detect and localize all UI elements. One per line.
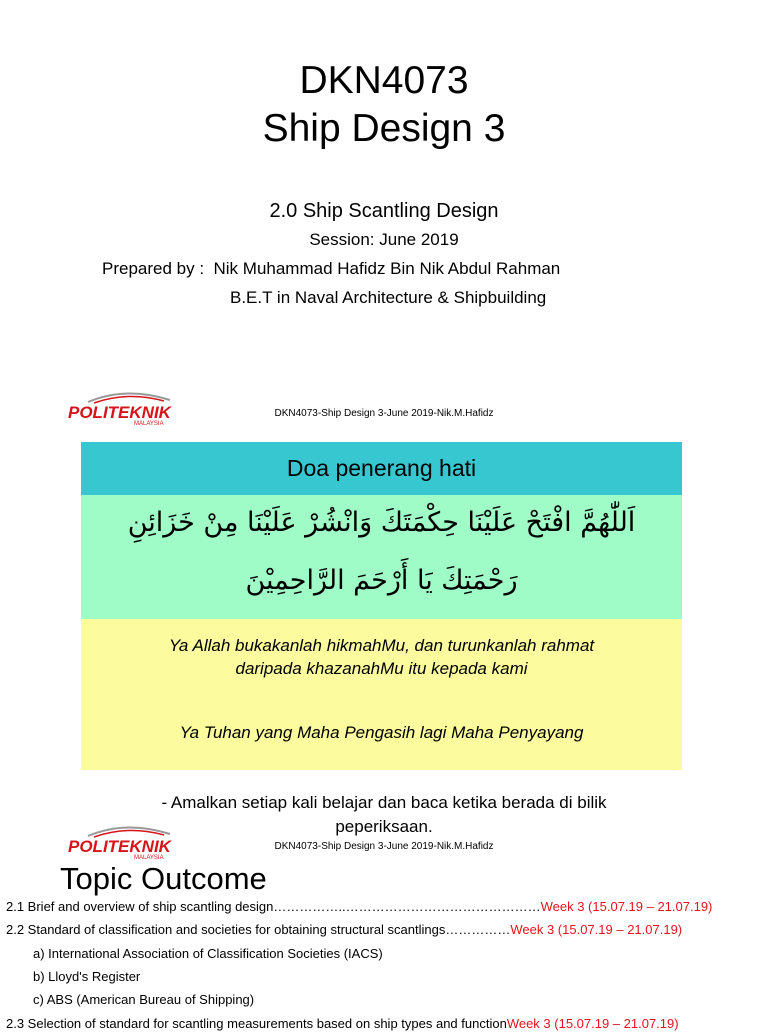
practice-note-continued: peperiksaan. xyxy=(335,817,433,836)
prayer-title: Doa penerang hati xyxy=(286,455,477,481)
practice-note: - Amalkan setiap kali belajar dan baca ketika berada di bilik xyxy=(161,793,607,812)
outcome-week: Week 3 (15.07.19 – 21.07.19) xyxy=(540,899,713,914)
outcome-row xyxy=(6,899,712,915)
prayer-arabic-panel xyxy=(81,495,682,619)
slide-footer: DKN4073-Ship Design 3-June 2019-Nik.M.Hafidz xyxy=(274,408,494,419)
svg-text:POLITEKNIK: POLITEKNIK xyxy=(68,837,171,856)
chapter-title: 2.0 Ship Scantling Design xyxy=(269,200,499,222)
meaning-line-3: Ya Tuhan yang Maha Pengasih lagi Maha Penyayang xyxy=(179,723,584,742)
outcome-text: 2.1 Brief and overview of ship scantling design……………..……………………………………… xyxy=(6,899,541,914)
arabic-line-2: رَحْمَتِكَ يَا أَرْحَمَ الرَّاحِمِيْنَ xyxy=(245,565,518,596)
svg-text:MALAYSIA: MALAYSIA xyxy=(134,855,164,861)
outcome-row xyxy=(6,922,682,938)
outcome-week: Week 3 (15.07.19 – 21.07.19) xyxy=(506,1016,679,1031)
outcome-text: 2.3 Selection of standard for scantling measurements based on ship types and function xyxy=(6,1016,507,1031)
course-code: DKN4073 xyxy=(299,59,469,102)
svg-text:POLITEKNIK: POLITEKNIK xyxy=(68,403,171,422)
prayer-header xyxy=(81,442,682,495)
course-title: Ship Design 3 xyxy=(262,107,506,150)
svg-text:MALAYSIA: MALAYSIA xyxy=(134,421,164,427)
outcome-row xyxy=(6,1016,679,1032)
meaning-line-1: Ya Allah bukakanlah hikmahMu, dan turunkanlah rahmat xyxy=(168,636,595,655)
outcome-subitem: c) ABS (American Bureau of Shipping) xyxy=(33,992,255,1007)
outcome-subitem: b) Lloyd's Register xyxy=(33,969,141,984)
outcome-subitem: a) International Association of Classification Societies (IACS) xyxy=(33,946,383,961)
topic-outcome-title: Topic Outcome xyxy=(60,861,267,896)
slide-footer: DKN4073-Ship Design 3-June 2019-Nik.M.Hafidz xyxy=(274,841,494,852)
prayer-box xyxy=(81,442,682,770)
meaning-line-2: daripada khazanahMu itu kepada kami xyxy=(235,659,528,678)
outcome-text: 2.2 Standard of classification and societies for obtaining structural scantlings…………… xyxy=(6,922,511,937)
prepared-by: Prepared by : Nik Muhammad Hafidz Bin Nik Abdul Rahman xyxy=(102,259,561,278)
author-credential: B.E.T in Naval Architecture & Shipbuilding xyxy=(230,288,547,307)
arabic-line-1: اَللّٰهُمَّ افْتَحْ عَلَيْنَا حِكْمَتَكَ وَانْشُرْ عَلَيْنَا مِنْ خَزَائِنِ xyxy=(127,507,636,538)
outcome-week: Week 3 (15.07.19 – 21.07.19) xyxy=(510,922,683,937)
session-label: Session: June 2019 xyxy=(309,230,459,249)
prayer-meaning-panel xyxy=(81,619,682,770)
